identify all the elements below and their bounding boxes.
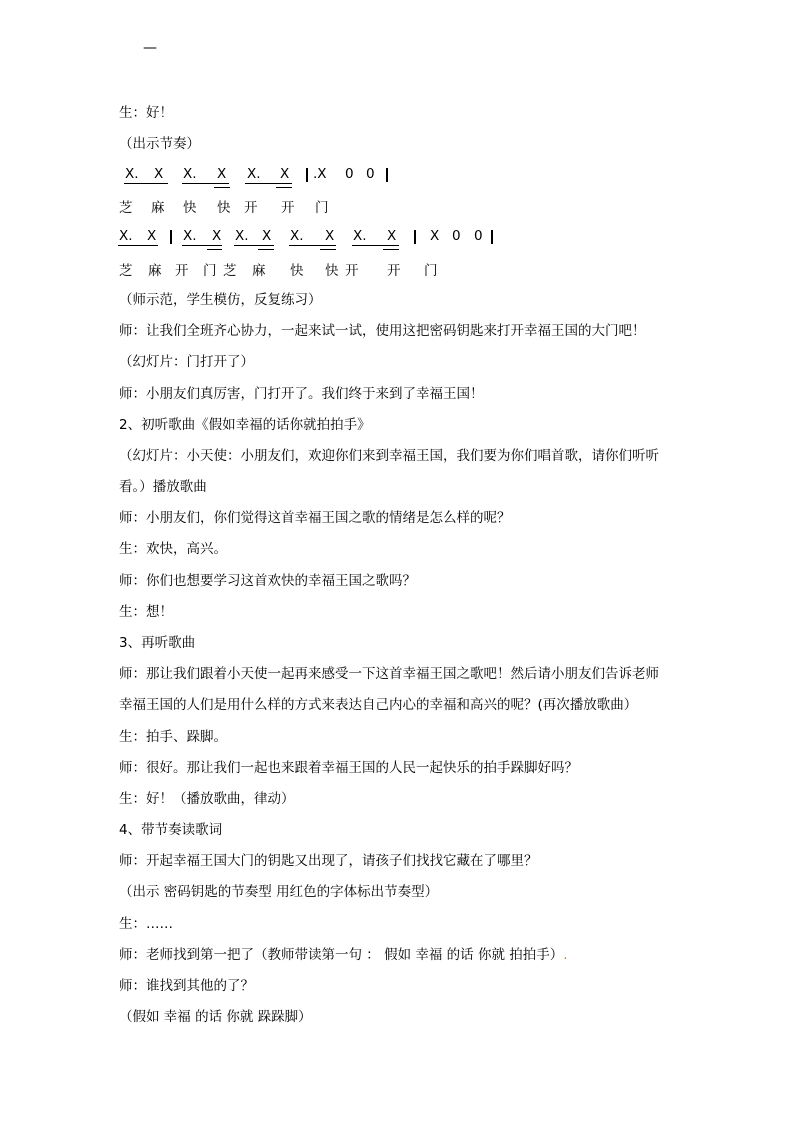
text-line: 生：好！ [119,105,173,121]
rhythm2-note: X [212,228,222,244]
text-line: （假如 幸福 的话 你就 跺跺脚） [119,1009,312,1025]
rhythm1-note: X [154,166,164,182]
rhythm2-note: X. [183,228,197,244]
rhythm2-beam [289,245,336,246]
section-heading: 3、再听歌曲 [119,635,196,651]
text-line: （幻灯片：小天使：小朋友们，欢迎你们来到幸福王国，我们要为你们唱首歌，请你们听听 [119,448,659,464]
rhythm2-lyric: 门 [424,263,438,279]
rhythm2-beam [352,245,399,246]
rhythm2-beam [258,249,274,250]
rhythm2-beam [234,245,274,246]
section-heading: 4、带节奏读歌词 [119,822,223,838]
rhythm1-lyric: 快 [217,200,231,216]
top-dash: — [143,40,157,56]
rhythm1-note: X. [125,166,139,182]
rhythm1-beam [182,183,229,184]
rhythm2-beam [118,245,158,246]
rhythm2-barline [170,230,172,244]
text-line [119,945,568,965]
rhythm2-note: X [262,228,272,244]
rhythm2-lyric: 开 [387,263,401,279]
text-line: 师：你们也想要学习这首欢快的幸福王国之歌吗？ [119,573,416,589]
text-line: （师示范，学生模仿，反复练习） [119,292,322,308]
rhythm2-beam [383,249,399,250]
rhythm2-note: X. [353,228,367,244]
text-line: 生：拍手、跺脚。 [119,729,227,745]
text-line: 生：欢快，高兴。 [119,541,227,557]
rhythm2-beam [207,249,222,250]
section-heading: 2、初听歌曲《假如幸福的话你就拍拍手》 [119,417,371,433]
rhythm1-lyric: 芝 [119,200,133,216]
rhythm2-note: 0 [452,228,461,244]
text-line: （幻灯片：门打开了） [119,354,254,370]
rhythm2-note: X [325,228,335,244]
rhythm2-note: X [387,228,397,244]
rhythm1-barline [306,168,308,182]
rhythm2-lyric: 快 [325,263,339,279]
rhythm1-lyric: 快 [183,200,197,216]
text-line: 生：好！（播放歌曲，律动） [119,791,295,807]
rhythm2-note: X. [119,228,133,244]
rhythm2-lyric: 开 [345,263,359,279]
rhythm2-barline [491,230,493,244]
rhythm2-note: X [147,228,157,244]
rhythm1-beam [124,183,168,184]
text-line: 师：谁找到其他的了？ [119,978,254,994]
rhythm2-beam [182,245,222,246]
rhythm1-lyric: 开 [244,200,258,216]
rhythm1-note: 0 [366,166,375,182]
rhythm2-lyric: 快 [290,263,304,279]
rhythm2-lyric: 麻 [148,263,162,279]
text-line: 师：开起幸福王国大门的钥匙又出现了，请孩子们找找它藏在了哪里？ [119,853,538,869]
rhythm1-lyric: 麻 [151,200,165,216]
rhythm2-note: X. [290,228,304,244]
text-line: （出示 密码钥匙的节奏型 用红色的字体标出节奏型） [119,884,439,900]
rhythm1-lyric: 开 [281,200,295,216]
text-line: 师：那让我们跟着小天使一起再来感受一下这首幸福王国之歌吧！然后请小朋友们告诉老师 [119,666,659,682]
rhythm1-note: 0 [345,166,354,182]
rhythm2-lyric: 开 [175,263,189,279]
rhythm2-beam [320,249,336,250]
rhythm1-beam [214,187,230,188]
text-line: 看。）播放歌曲 [119,479,207,495]
text-line: 幸福王国的人们是用什么样的方式来表达自己内心的幸福和高兴的呢？(再次播放歌曲） [119,697,638,713]
rhythm2-barline [414,230,416,244]
rhythm1-note: X. [183,166,197,182]
text-line: 生：想！ [119,604,173,620]
text-line-content: 师：老师找到第一把了（教师带读第一句 ： 假如 幸福 的话 你就 拍拍手） [119,947,564,963]
rhythm2-lyric: 麻 [252,263,266,279]
text-line: 生：…… [119,916,173,932]
text-line: （出示节奏） [119,136,200,152]
rhythm2-note: X. [235,228,249,244]
rhythm2-note: X [430,228,440,244]
orange-period: . [563,947,568,963]
rhythm1-barline [386,168,388,182]
text-line: 师：让我们全班齐心协力，一起来试一试，使用这把密码钥匙来打开幸福王国的大门吧！ [119,323,646,339]
rhythm1-note: .X [313,166,327,182]
rhythm1-lyric: 门 [315,200,329,216]
rhythm2-lyric: 芝 [119,263,133,279]
rhythm2-note: 0 [474,228,483,244]
text-line: 师：很好。那让我们一起也来跟着幸福王国的人民一起快乐的拍手跺脚好吗？ [119,760,578,776]
rhythm2-lyric: 芝 [223,263,237,279]
rhythm2-lyric: 门 [203,263,217,279]
text-line: 师：小朋友们真厉害，门打开了。我们终于来到了幸福王国！ [119,386,484,402]
text-line: 师：小朋友们，你们觉得这首幸福王国之歌的情绪是怎么样的呢？ [119,510,511,526]
rhythm1-note: X [280,166,290,182]
rhythm1-beam [276,187,292,188]
rhythm1-note: X [217,166,227,182]
rhythm1-beam [245,183,292,184]
rhythm1-note: X. [247,166,261,182]
